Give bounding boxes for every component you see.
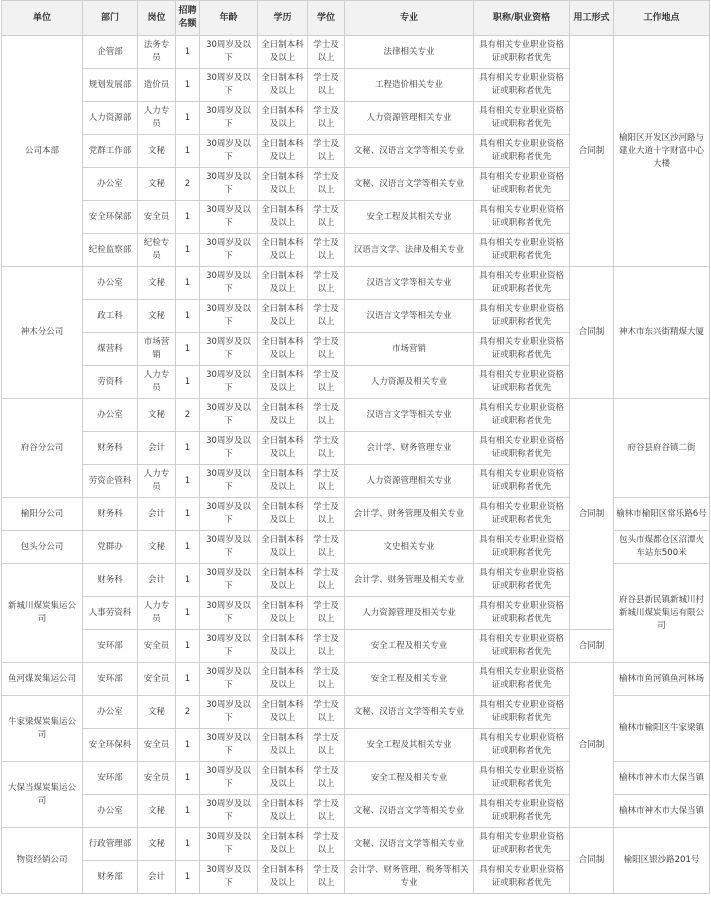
major-cell: 会计学、财务管理专业 [345,432,474,465]
major-cell: 工程造价相关专业 [345,69,474,102]
department-cell: 财务科 [83,432,138,465]
post-cell: 纪检专员 [138,234,176,267]
age-cell: 30周岁及以下 [200,432,258,465]
qualification-cell: 具有相关专业职业资格证或职称者优先 [474,828,570,861]
qualification-cell: 具有相关专业职业资格证或职称者优先 [474,168,570,201]
major-cell: 安全工程及相关专业 [345,762,474,795]
table-row [2,267,710,300]
post-cell: 人力专员 [138,102,176,135]
major-cell: 人力资源管理及相关专业 [345,597,474,630]
department-cell: 劳资科 [83,366,138,399]
unit-cell: 新城川煤炭集运公司 [2,564,83,663]
employment-form-cell: 合同制 [570,267,614,399]
department-cell: 办公室 [83,696,138,729]
post-cell: 安全员 [138,201,176,234]
major-cell: 安全工程及相关专业 [345,630,474,663]
qualification-cell: 具有相关专业职业资格证或职称者优先 [474,432,570,465]
employment-form-cell: 合同制 [570,399,614,630]
degree-cell: 学士及以上 [308,69,345,102]
quota-cell: 1 [176,828,200,861]
degree-cell: 学士及以上 [308,267,345,300]
degree-cell: 学士及以上 [308,828,345,861]
major-cell: 文秘、汉语言文学等相关专业 [345,828,474,861]
post-cell: 造价员 [138,69,176,102]
department-cell: 企管部 [83,36,138,69]
degree-cell: 学士及以上 [308,36,345,69]
education-cell: 全日制本科及以上 [258,300,308,333]
department-cell: 安全环保科 [83,729,138,762]
age-cell: 30周岁及以下 [200,729,258,762]
department-cell: 安全环保部 [83,201,138,234]
location-cell: 神木市东兴街精煤大厦 [614,267,710,399]
department-cell: 办公室 [83,399,138,432]
location-cell: 榆林市鱼河镇鱼河林场 [614,663,710,696]
qualification-cell: 具有相关专业职业资格证或职称者优先 [474,498,570,531]
header-cell: 招聘名额 [176,1,200,36]
post-cell: 安全员 [138,630,176,663]
employment-form-cell: 合同制 [570,828,614,894]
education-cell: 全日制本科及以上 [258,762,308,795]
header-cell: 用工形式 [570,1,614,36]
age-cell: 30周岁及以下 [200,135,258,168]
education-cell: 全日制本科及以上 [258,432,308,465]
quota-cell: 1 [176,267,200,300]
table-row [2,828,710,861]
post-cell: 文秘 [138,696,176,729]
post-cell: 文秘 [138,531,176,564]
age-cell: 30周岁及以下 [200,795,258,828]
education-cell: 全日制本科及以上 [258,168,308,201]
major-cell: 汉语言文学等相关专业 [345,267,474,300]
header-cell: 单位 [2,1,83,36]
degree-cell: 学士及以上 [308,201,345,234]
quota-cell: 1 [176,531,200,564]
unit-cell: 物资经销公司 [2,828,83,894]
quota-cell: 1 [176,564,200,597]
department-cell: 政工科 [83,300,138,333]
quota-cell: 2 [176,399,200,432]
age-cell: 30周岁及以下 [200,630,258,663]
qualification-cell: 具有相关专业职业资格证或职称者优先 [474,135,570,168]
age-cell: 30周岁及以下 [200,234,258,267]
qualification-cell: 具有相关专业职业资格证或职称者优先 [474,69,570,102]
degree-cell: 学士及以上 [308,663,345,696]
degree-cell: 学士及以上 [308,465,345,498]
quota-cell: 2 [176,168,200,201]
quota-cell: 1 [176,201,200,234]
quota-cell: 1 [176,102,200,135]
degree-cell: 学士及以上 [308,135,345,168]
quota-cell: 1 [176,36,200,69]
major-cell: 文秘、汉语言文学等相关专业 [345,696,474,729]
qualification-cell: 具有相关专业职业资格证或职称者优先 [474,795,570,828]
post-cell: 文秘 [138,168,176,201]
unit-cell: 大保当煤炭集运公司 [2,762,83,828]
post-cell: 会计 [138,861,176,894]
education-cell: 全日制本科及以上 [258,531,308,564]
post-cell: 文秘 [138,300,176,333]
education-cell: 全日制本科及以上 [258,498,308,531]
post-cell: 会计 [138,564,176,597]
major-cell: 人力资源及相关专业 [345,366,474,399]
qualification-cell: 具有相关专业职业资格证或职称者优先 [474,663,570,696]
quota-cell: 1 [176,762,200,795]
education-cell: 全日制本科及以上 [258,69,308,102]
header-row [2,1,710,36]
table-row [2,663,710,696]
quota-cell: 1 [176,795,200,828]
header-cell: 工作地点 [614,1,710,36]
education-cell: 全日制本科及以上 [258,201,308,234]
location-cell: 榆林市榆阳区常乐路6号 [614,498,710,531]
quota-cell: 1 [176,366,200,399]
quota-cell: 1 [176,630,200,663]
degree-cell: 学士及以上 [308,630,345,663]
qualification-cell: 具有相关专业职业资格证或职称者优先 [474,267,570,300]
education-cell: 全日制本科及以上 [258,564,308,597]
location-cell: 府谷县新民镇新城川村新城川煤炭集运有限公司 [614,564,710,663]
degree-cell: 学士及以上 [308,729,345,762]
qualification-cell: 具有相关专业职业资格证或职称者优先 [474,465,570,498]
degree-cell: 学士及以上 [308,762,345,795]
quota-cell: 1 [176,729,200,762]
header-cell: 岗位 [138,1,176,36]
qualification-cell: 具有相关专业职业资格证或职称者优先 [474,333,570,366]
major-cell: 文秘、汉语言文学等相关专业 [345,135,474,168]
degree-cell: 学士及以上 [308,795,345,828]
quota-cell: 1 [176,69,200,102]
post-cell: 安全员 [138,729,176,762]
location-cell: 榆林市神木市大保当镇 [614,795,710,828]
major-cell: 汉语言文学等相关专业 [345,399,474,432]
qualification-cell: 具有相关专业职业资格证或职称者优先 [474,564,570,597]
department-cell: 安环部 [83,663,138,696]
education-cell: 全日制本科及以上 [258,267,308,300]
department-cell: 办公室 [83,795,138,828]
employment-form-cell: 合同制 [570,630,614,663]
department-cell: 办公室 [83,168,138,201]
unit-cell: 神木分公司 [2,267,83,399]
age-cell: 30周岁及以下 [200,366,258,399]
age-cell: 30周岁及以下 [200,861,258,894]
degree-cell: 学士及以上 [308,168,345,201]
quota-cell: 1 [176,465,200,498]
header-cell: 专业 [345,1,474,36]
qualification-cell: 具有相关专业职业资格证或职称者优先 [474,696,570,729]
age-cell: 30周岁及以下 [200,663,258,696]
post-cell: 安全员 [138,762,176,795]
post-cell: 文秘 [138,399,176,432]
education-cell: 全日制本科及以上 [258,630,308,663]
department-cell: 纪检监察部 [83,234,138,267]
location-cell: 榆阳区银沙路201号 [614,828,710,894]
quota-cell: 1 [176,234,200,267]
age-cell: 30周岁及以下 [200,168,258,201]
age-cell: 30周岁及以下 [200,399,258,432]
employment-form-cell: 合同制 [570,663,614,828]
location-cell: 榆林市神木市大保当镇 [614,762,710,795]
header-cell: 学历 [258,1,308,36]
department-cell: 党群工作部 [83,135,138,168]
degree-cell: 学士及以上 [308,564,345,597]
major-cell: 人力资源管理相关专业 [345,465,474,498]
major-cell: 安全工程及其相关专业 [345,201,474,234]
education-cell: 全日制本科及以上 [258,36,308,69]
department-cell: 劳资企管科 [83,465,138,498]
department-cell: 安环部 [83,630,138,663]
age-cell: 30周岁及以下 [200,762,258,795]
degree-cell: 学士及以上 [308,696,345,729]
department-cell: 财务科 [83,498,138,531]
qualification-cell: 具有相关专业职业资格证或职称者优先 [474,102,570,135]
education-cell: 全日制本科及以上 [258,597,308,630]
age-cell: 30周岁及以下 [200,333,258,366]
department-cell: 财务部 [83,861,138,894]
table-row [2,399,710,432]
education-cell: 全日制本科及以上 [258,366,308,399]
quota-cell: 1 [176,432,200,465]
header-cell: 年龄 [200,1,258,36]
quota-cell: 1 [176,300,200,333]
department-cell: 财务科 [83,564,138,597]
qualification-cell: 具有相关专业职业资格证或职称者优先 [474,399,570,432]
age-cell: 30周岁及以下 [200,597,258,630]
header-cell: 学位 [308,1,345,36]
education-cell: 全日制本科及以上 [258,729,308,762]
recruitment-table [1,0,710,894]
post-cell: 文秘 [138,828,176,861]
qualification-cell: 具有相关专业职业资格证或职称者优先 [474,597,570,630]
major-cell: 会计学、财务管理、税务等相关专业 [345,861,474,894]
education-cell: 全日制本科及以上 [258,234,308,267]
education-cell: 全日制本科及以上 [258,135,308,168]
education-cell: 全日制本科及以上 [258,333,308,366]
degree-cell: 学士及以上 [308,102,345,135]
age-cell: 30周岁及以下 [200,300,258,333]
quota-cell: 1 [176,663,200,696]
department-cell: 人事劳资科 [83,597,138,630]
qualification-cell: 具有相关专业职业资格证或职称者优先 [474,861,570,894]
location-cell: 榆林市榆阳区牛家梁镇 [614,696,710,762]
major-cell: 人力资源管理相关专业 [345,102,474,135]
department-cell: 党群办 [83,531,138,564]
age-cell: 30周岁及以下 [200,267,258,300]
post-cell: 人力专员 [138,366,176,399]
education-cell: 全日制本科及以上 [258,102,308,135]
education-cell: 全日制本科及以上 [258,795,308,828]
department-cell: 煤营科 [83,333,138,366]
major-cell: 会计学、财务管理及相关专业 [345,564,474,597]
degree-cell: 学士及以上 [308,531,345,564]
degree-cell: 学士及以上 [308,861,345,894]
degree-cell: 学士及以上 [308,432,345,465]
degree-cell: 学士及以上 [308,366,345,399]
location-cell: 府谷县府谷镇二街 [614,399,710,498]
department-cell: 人力资源部 [83,102,138,135]
education-cell: 全日制本科及以上 [258,861,308,894]
location-cell: 榆阳区开发区沙河路与建业大道十字财富中心大楼 [614,36,710,267]
unit-cell: 牛家梁煤炭集运公司 [2,696,83,762]
employment-form-cell: 合同制 [570,36,614,267]
table-row [2,36,710,69]
major-cell: 汉语言文学等相关专业 [345,300,474,333]
qualification-cell: 具有相关专业职业资格证或职称者优先 [474,366,570,399]
unit-cell: 公司本部 [2,36,83,267]
qualification-cell: 具有相关专业职业资格证或职称者优先 [474,630,570,663]
post-cell: 文秘 [138,267,176,300]
post-cell: 人力专员 [138,465,176,498]
qualification-cell: 具有相关专业职业资格证或职称者优先 [474,729,570,762]
major-cell: 安全工程及相关专业 [345,663,474,696]
department-cell: 行政管理部 [83,828,138,861]
table-body [2,36,710,894]
header-cell: 部门 [83,1,138,36]
qualification-cell: 具有相关专业职业资格证或职称者优先 [474,36,570,69]
unit-cell: 府谷分公司 [2,399,83,498]
major-cell: 文秘、汉语言文学等相关专业 [345,795,474,828]
degree-cell: 学士及以上 [308,498,345,531]
post-cell: 文秘 [138,795,176,828]
education-cell: 全日制本科及以上 [258,399,308,432]
quota-cell: 1 [176,333,200,366]
major-cell: 汉语言文学、法律及相关专业 [345,234,474,267]
post-cell: 会计 [138,432,176,465]
post-cell: 文秘 [138,135,176,168]
unit-cell: 榆阳分公司 [2,498,83,531]
qualification-cell: 具有相关专业职业资格证或职称者优先 [474,300,570,333]
qualification-cell: 具有相关专业职业资格证或职称者优先 [474,531,570,564]
quota-cell: 1 [176,597,200,630]
post-cell: 安全员 [138,663,176,696]
education-cell: 全日制本科及以上 [258,828,308,861]
post-cell: 人力专员 [138,597,176,630]
major-cell: 法律相关专业 [345,36,474,69]
degree-cell: 学士及以上 [308,333,345,366]
age-cell: 30周岁及以下 [200,201,258,234]
department-cell: 办公室 [83,267,138,300]
qualification-cell: 具有相关专业职业资格证或职称者优先 [474,201,570,234]
post-cell: 市场营销 [138,333,176,366]
quota-cell: 1 [176,135,200,168]
post-cell: 法务专员 [138,36,176,69]
major-cell: 安全工程及其相关专业 [345,729,474,762]
quota-cell: 2 [176,696,200,729]
age-cell: 30周岁及以下 [200,69,258,102]
location-cell: 包头市煤都仓区沼潭火车站东500米 [614,531,710,564]
age-cell: 30周岁及以下 [200,465,258,498]
education-cell: 全日制本科及以上 [258,465,308,498]
unit-cell: 包头分公司 [2,531,83,564]
table-row [2,630,710,663]
quota-cell: 1 [176,861,200,894]
degree-cell: 学士及以上 [308,597,345,630]
qualification-cell: 具有相关专业职业资格证或职称者优先 [474,234,570,267]
post-cell: 会计 [138,498,176,531]
quota-cell: 1 [176,498,200,531]
qualification-cell: 具有相关专业职业资格证或职称者优先 [474,762,570,795]
degree-cell: 学士及以上 [308,300,345,333]
age-cell: 30周岁及以下 [200,828,258,861]
age-cell: 30周岁及以下 [200,36,258,69]
major-cell: 文秘、汉语言文学等相关专业 [345,168,474,201]
unit-cell: 鱼河煤炭集运公司 [2,663,83,696]
age-cell: 30周岁及以下 [200,564,258,597]
age-cell: 30周岁及以下 [200,102,258,135]
age-cell: 30周岁及以下 [200,696,258,729]
age-cell: 30周岁及以下 [200,531,258,564]
education-cell: 全日制本科及以上 [258,663,308,696]
header-cell: 职称/职业资格 [474,1,570,36]
education-cell: 全日制本科及以上 [258,696,308,729]
degree-cell: 学士及以上 [308,234,345,267]
age-cell: 30周岁及以下 [200,498,258,531]
major-cell: 文史相关专业 [345,531,474,564]
department-cell: 规划发展部 [83,69,138,102]
major-cell: 市场营销 [345,333,474,366]
major-cell: 会计学、财务管理及相关专业 [345,498,474,531]
department-cell: 安环部 [83,762,138,795]
degree-cell: 学士及以上 [308,399,345,432]
